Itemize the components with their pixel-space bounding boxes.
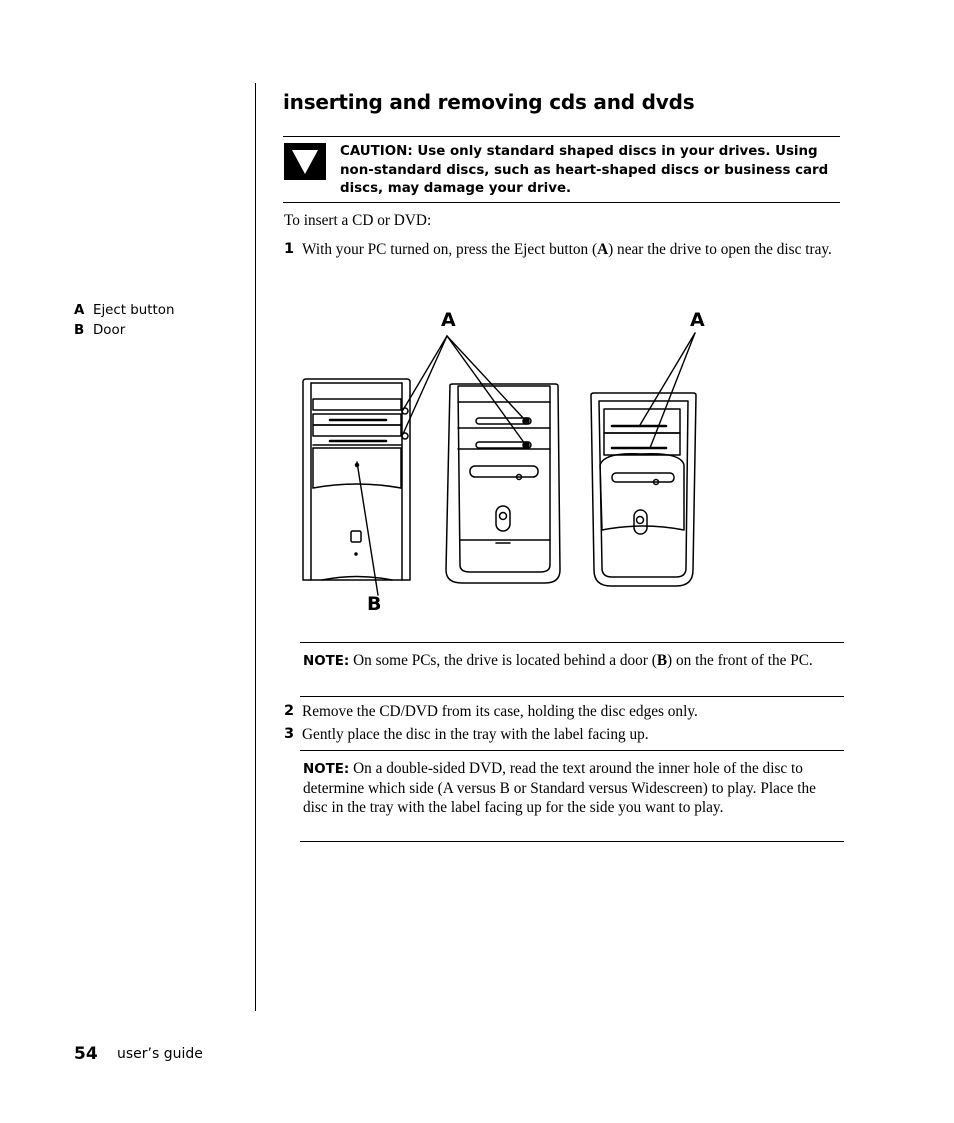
caution-triangle-icon — [284, 143, 326, 180]
note-1-bottom-rule — [300, 696, 844, 697]
note-2-top-rule — [300, 750, 844, 751]
intro-text: To insert a CD or DVD: — [284, 212, 432, 229]
tower-1 — [303, 379, 410, 580]
step-1-bold: A — [597, 241, 609, 258]
margin-key-a — [74, 303, 174, 318]
footer-label: user’s guide — [117, 1046, 203, 1062]
callout-lines — [357, 333, 695, 595]
callout-a-right: A — [690, 309, 705, 331]
step-1-text-after: ) near the drive to open the disc tray. — [608, 241, 832, 258]
note-1 — [303, 651, 833, 671]
note-1-bold: B — [656, 652, 668, 669]
step-2-number: 2 — [284, 703, 295, 719]
margin-key-a-letter: A — [74, 303, 85, 318]
caution-bottom-rule — [283, 202, 840, 203]
step-1-number: 1 — [284, 241, 295, 257]
step-1-text — [302, 240, 842, 259]
margin-key-b — [74, 323, 125, 338]
step-3-number: 3 — [284, 726, 295, 742]
tower-3 — [591, 393, 696, 586]
pc-towers-figure — [290, 300, 720, 625]
note-1-text-after: ) on the front of the PC. — [667, 652, 813, 669]
note-1-text-before: On some PCs, the drive is located behind a door ( — [353, 652, 657, 669]
page-title: inserting and removing cds and dvds — [283, 90, 695, 114]
note-1-top-rule — [300, 642, 844, 643]
note-1-label: NOTE: — [303, 654, 350, 669]
callout-a-left: A — [441, 309, 456, 331]
margin-key-b-letter: B — [74, 323, 85, 338]
margin-key-a-label: Eject button — [93, 303, 175, 318]
page-number: 54 — [74, 1044, 98, 1064]
caution-text: CAUTION: Use only standard shaped discs in your drives. Using non-standard discs, such as heart-shaped discs or business card discs, may damage your drive. — [340, 144, 829, 196]
note-2 — [303, 759, 833, 817]
note-2-label: NOTE: — [303, 762, 350, 777]
caution-top-rule — [283, 136, 840, 137]
margin-rule — [255, 83, 256, 1011]
step-2-text: Remove the CD/DVD from its case, holding the disc edges only. — [302, 703, 698, 720]
callout-b: B — [367, 593, 382, 615]
margin-key-b-label: Door — [93, 323, 126, 338]
step-1-text-before: With your PC turned on, press the Eject button ( — [302, 241, 598, 258]
step-3-text: Gently place the disc in the tray with the label facing up. — [302, 726, 649, 743]
note-2-bottom-rule — [300, 841, 844, 842]
note-2-text: On a double-sided DVD, read the text around the inner hole of the disc to determine which side (A versus B or Standard versus Widescreen) to play. Place the disc in the tray with the label facing up for the side you want to play. — [303, 760, 816, 816]
